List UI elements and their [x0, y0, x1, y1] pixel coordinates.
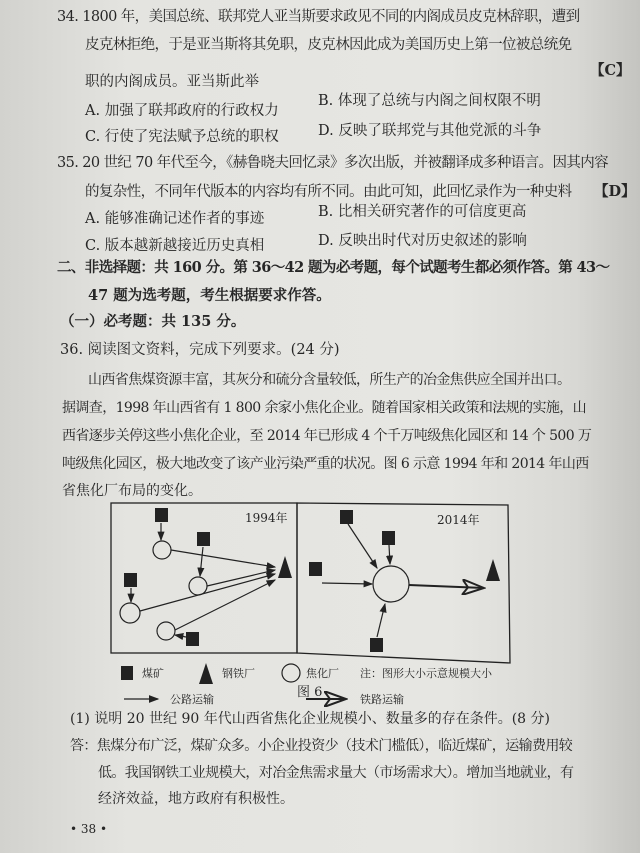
- page-number: • 38 •: [70, 822, 108, 836]
- legend-rail: 铁路运输: [360, 693, 404, 706]
- coking-plant-icon: [373, 566, 409, 602]
- q36-para-1: 山西省焦煤资源丰富，其灰分和硫分含量较低，所生产的冶金焦供应全国并出口。: [88, 372, 571, 388]
- q34-option-d: D. 反映了联邦党与其他党派的斗争: [318, 123, 542, 139]
- figure-caption: 图 6: [297, 685, 323, 700]
- coking-plant-icon: [120, 603, 140, 623]
- q34-option-b: B. 体现了总统与内阁之间权限不明: [318, 93, 541, 109]
- section-2a-heading: （一）必考题：共 135 分。: [60, 313, 246, 330]
- steel-plant-icon: [486, 559, 500, 581]
- panel-1994-label: 1994年: [245, 511, 288, 525]
- q35-option-c: C. 版本越新越接近历史真相: [85, 238, 265, 254]
- coal-mine-icon: [155, 508, 168, 522]
- q34-option-c: C. 行使了宪法赋予总统的职权: [85, 129, 279, 145]
- coking-plant-icon: [157, 622, 175, 640]
- legend-steel-plant: 钢铁厂: [222, 667, 255, 680]
- q34-answer: 【C】: [590, 62, 631, 79]
- q35-option-a: A. 能够准确记述作者的事迹: [85, 211, 265, 227]
- legend-coal-mine: 煤矿: [142, 667, 164, 680]
- coal-mine-icon: [197, 532, 210, 546]
- section-2-line-2: 47 题为选考题，考生根据要求作答。: [88, 287, 331, 304]
- panel-2014-label: 2014年: [437, 513, 480, 527]
- q35-line-1: 35. 20 世纪 70 年代至今，《赫鲁晓夫回忆录》多次出版，并被翻译成多种语言。因其内容: [57, 155, 609, 171]
- q36-answer-line-1: 答：焦煤分布广泛，煤矿众多。小企业投资少（技术门槛低），临近煤矿，运输费用较: [70, 738, 573, 754]
- q36-sub-question-1: (1) 说明 20 世纪 90 年代山西省焦化企业规模小、数量多的存在条件。(8 分): [70, 711, 550, 727]
- q36-answer-line-3: 经济效益，地方政府有积极性。: [98, 791, 294, 807]
- q36-para-3: 西省逐步关停这些小焦化企业，至 2014 年已形成 4 个千万吨级焦化园区和 14 个 500 万: [62, 428, 592, 444]
- legend-coal-mine-icon: [121, 666, 133, 680]
- steel-plant-icon: [278, 556, 292, 578]
- coking-plant-icon: [153, 541, 171, 559]
- q34-line-1: 34. 1800 年，美国总统、联邦党人亚当斯要求政见不同的内阁成员皮克林辞职，遭到: [57, 9, 580, 25]
- coal-mine-icon: [382, 531, 395, 545]
- q34-option-a: A. 加强了联邦政府的行政权力: [85, 103, 279, 119]
- q35-line-2: 的复杂性，不同年代版本的内容均有所不同。由此可知，此回忆录作为一种史料: [85, 184, 572, 200]
- coal-mine-icon: [340, 510, 353, 524]
- legend-steel-plant-icon: [199, 663, 213, 684]
- q36-para-5: 省焦化厂布局的变化。: [62, 483, 202, 499]
- q36-title: 36. 阅读图文资料，完成下列要求。(24 分): [60, 342, 340, 358]
- coal-mine-icon: [186, 632, 199, 646]
- coal-mine-icon: [309, 562, 322, 576]
- panel-2014-marks: [309, 510, 500, 652]
- legend-note: 注：图形大小示意规模大小: [360, 667, 492, 680]
- legend-road: 公路运输: [170, 693, 214, 706]
- section-2-line-1: 二、非选择题：共 160 分。第 36～42 题为必考题，每个试题考生都必须作答。第 43～: [57, 259, 610, 276]
- q36-answer-line-2: 低。我国钢铁工业规模大，对冶金焦需求量大（市场需求大）。增加当地就业，有: [98, 765, 574, 781]
- q36-para-4: 吨级焦化园区，极大地改变了该产业污染严重的状况。图 6 示意 1994 年和 2014 年山西: [62, 456, 589, 472]
- coal-mine-icon: [124, 573, 137, 587]
- coking-plant-icon: [189, 577, 207, 595]
- q35-option-b: B. 比相关研究著作的可信度更高: [318, 204, 527, 220]
- panel-1994-marks: [124, 508, 292, 646]
- legend-coking-plant-icon: [282, 664, 300, 682]
- legend-coking-plant: 焦化厂: [306, 667, 339, 680]
- q34-line-2: 皮克林拒绝，于是亚当斯将其免职，皮克林因此成为美国历史上第一位被总统免: [85, 37, 572, 53]
- panel-1994-frame: [111, 503, 297, 653]
- q35-answer: 【D】: [594, 183, 636, 200]
- q36-para-2: 据调查，1998 年山西省有 1 800 余家小焦化企业。随着国家相关政策和法规的实施，山: [62, 400, 587, 416]
- q34-line-3: 职的内阁成员。亚当斯此举: [85, 74, 259, 90]
- coal-mine-icon: [370, 638, 383, 652]
- q35-option-d: D. 反映出时代对历史叙述的影响: [318, 233, 527, 249]
